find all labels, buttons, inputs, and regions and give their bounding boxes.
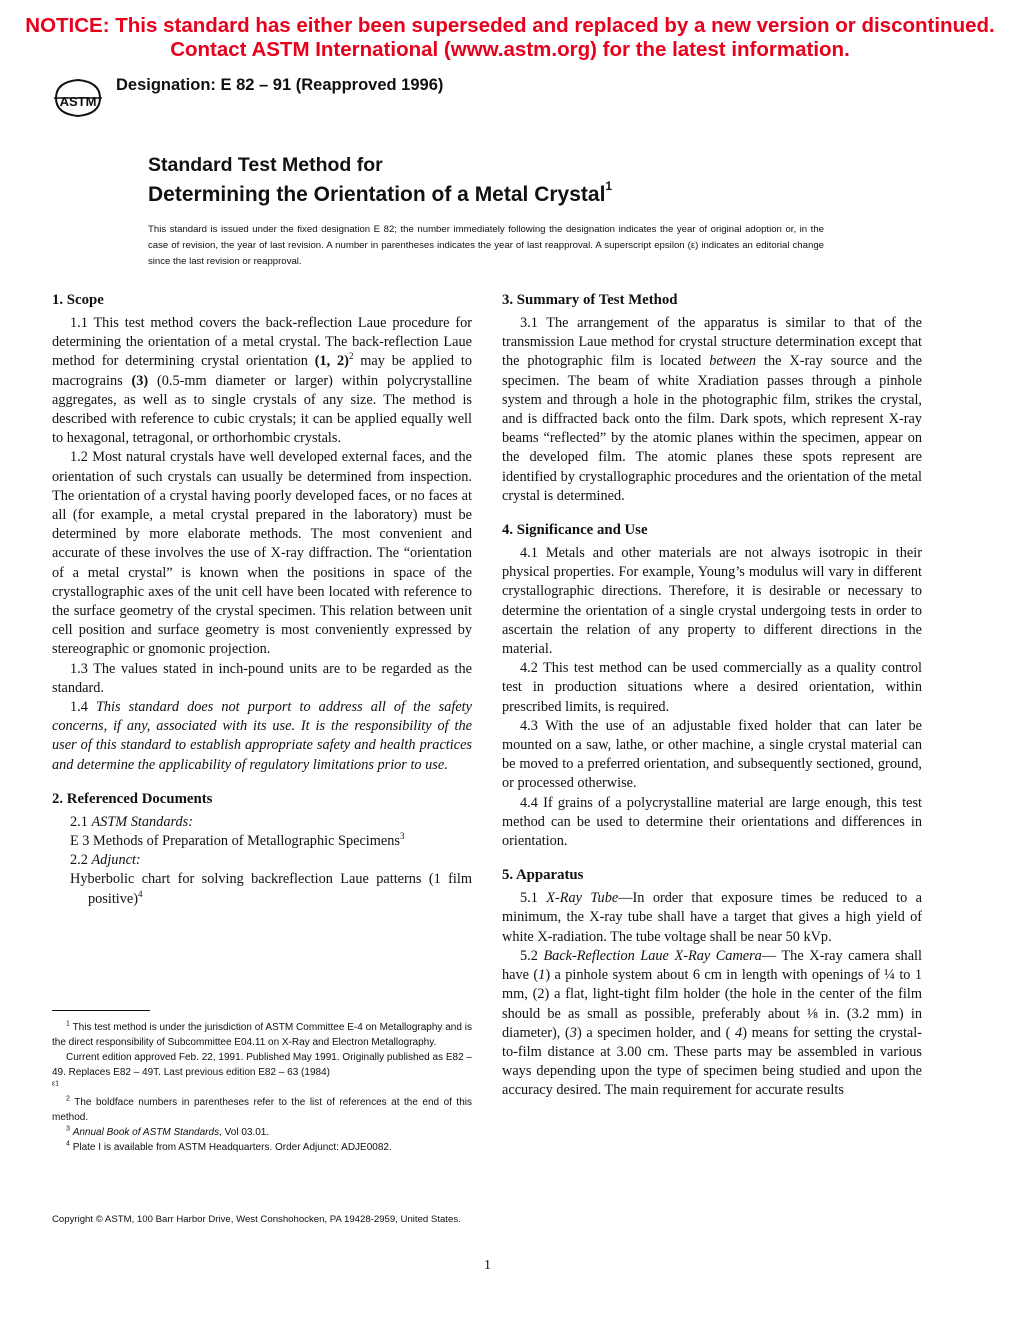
p5-1-num: 5.1 bbox=[520, 890, 547, 907]
p5-2-num: 5.2 bbox=[520, 947, 544, 964]
ref-e3-text: E 3 Methods of Preparation of Metallographic Specimens bbox=[70, 833, 400, 850]
notice-line-2: Contact ASTM International (www.astm.org) for the latest information. bbox=[170, 38, 850, 61]
epsilon-marker: ε1 bbox=[52, 1080, 60, 1088]
p5-2-text-d: ) means for setting the crystal-to-film distance at 3.00 cm. These parts may be assembled in various ways depending upon the type of specimen being studied and upon the accuracy desired. The main requirement for accurate results bbox=[502, 1024, 922, 1099]
ref-e3 bbox=[52, 832, 472, 851]
footnote-divider bbox=[52, 1010, 150, 1011]
document-title bbox=[148, 154, 612, 207]
ref-chart-footnote: 4 bbox=[138, 888, 143, 899]
p1-1-ref-b: (3) bbox=[131, 372, 149, 389]
right-column bbox=[502, 290, 922, 1101]
ref-2-1-text: ASTM Standards: bbox=[91, 813, 193, 830]
page-number: 1 bbox=[484, 1258, 491, 1273]
paragraph-4-1: 4.1 Metals and other materials are not always isotropic in their physical properties. For example, Young’s modulus will vary in different crystallographic directions. Therefore, it is desirable or necessary to determine the orientation of a single crystal undergoing tests in order to ascertain the relation of any property to different directions in the material. bbox=[502, 545, 922, 658]
p5-1-text: —In order that exposure times be reduced to a minimum, the X-ray tube shall have a target that gives a high yield of white X-radiation. The tube voltage shall be near 50 kVp. bbox=[502, 890, 922, 945]
p5-2-text-b: ) a pinhole system about 6 cm in length with openings of ¼ to 1 mm, (2) a flat, light-tight film holder (the hole in the center of the film should be as small as possible, preferably about ⅛ in. (3.2 mm) in diameter), ( bbox=[502, 967, 923, 1041]
title-footnote-marker: 1 bbox=[605, 179, 613, 193]
ref-hyperbolic-chart bbox=[52, 870, 472, 908]
p3-1-em: between bbox=[709, 353, 757, 370]
p5-2-item-1: 1 bbox=[538, 967, 546, 984]
footnote-1 bbox=[52, 1020, 472, 1050]
footnote-1-epsilon bbox=[52, 1080, 472, 1095]
p1-1-ref-a: (1, 2) bbox=[314, 353, 349, 370]
p1-1-footnote: 2 bbox=[348, 351, 354, 362]
ref-2-1-num: 2.1 bbox=[70, 813, 92, 830]
ref-e3-footnote: 3 bbox=[399, 831, 405, 842]
title-line-2 bbox=[148, 177, 612, 207]
paragraph-1-2: 1.2 Most natural crystals have well developed external faces, and the orientation of such crystals can usually be determined from inspection. The orientation of a crystal having poorly developed faces, or no faces at all (for example, a metal crystal prepared in the laboratory) must be determined by more elaborate methods. The most convenient and accurate of these involves the use of X-ray diffraction. The “orientation of a metal crystal” is known when the positions in space of the crystallographic axes of the unit cell have been located with reference to the surface geometry of the crystal specimen. This relation between unit cell position and surface geometry is most conveniently expressed by stereographic or gnomonic projection. bbox=[52, 449, 472, 658]
paragraph-4-3: 4.3 With the use of an adjustable fixed holder that can later be mounted on a saw, lathe, or other machine, a single crystal material can be moved to a preferred orientation, and subsequently sectioned, ground, or processed otherwise. bbox=[502, 717, 922, 792]
p5-2-item-3: 3 bbox=[569, 1024, 577, 1041]
astm-logo-icon bbox=[52, 76, 104, 120]
paragraph-1-4 bbox=[52, 698, 472, 775]
significance-heading: 4. Significance and Use bbox=[502, 522, 648, 539]
title-main: Determining the Orientation of a Metal Crystal bbox=[148, 183, 606, 206]
footnotes bbox=[52, 1020, 472, 1155]
logo-text: ASTM bbox=[59, 94, 97, 109]
paragraph-5-1 bbox=[502, 889, 922, 947]
notice-line-1: NOTICE: This standard has either been superseded and replaced by a new version or discontinued. bbox=[25, 14, 995, 37]
footnote-1-marker: 1 bbox=[66, 1020, 70, 1028]
designation: Designation: E 82 – 91 (Reapproved 1996) bbox=[116, 76, 444, 94]
superseded-notice bbox=[0, 14, 1020, 62]
p1-4-num: 1.4 bbox=[70, 699, 96, 716]
p1-1-text-a: 1.1 This test method covers the back-reflection Laue procedure for determining the orientation of a metal crystal. The back-reflection Laue method for determining crystal orientation bbox=[52, 315, 472, 370]
copyright-line: Copyright © ASTM, 100 Barr Harbor Drive, West Conshohocken, PA 19428-2959, United States. bbox=[52, 1214, 461, 1225]
paragraph-3-1 bbox=[502, 314, 922, 506]
p1-1-text-c: (0.5-mm diameter or larger) within polycrystalline aggregates, as well as to single crystals of any size. The method is described with reference to cubic crystals; it can be applied equally well to hexagonal, tetragonal, or orthorhombic crystals. bbox=[52, 372, 472, 447]
paragraph-1-1 bbox=[52, 314, 472, 448]
paragraph-4-2: 4.2 This test method can be used commercially as a quality control test in production situations where a desired orientation, within prescribed limits, is required. bbox=[502, 660, 922, 715]
title-line-1: Standard Test Method for bbox=[148, 154, 383, 176]
summary-heading: 3. Summary of Test Method bbox=[502, 292, 678, 308]
left-column bbox=[52, 290, 472, 909]
footnote-1-text: This test method is under the jurisdiction of ASTM Committee E-4 on Metallography and is the direct responsibility of Subcommittee E04.11 on X-Ray and Electron Metallography. bbox=[52, 1022, 472, 1048]
paragraph-5-2 bbox=[502, 947, 922, 1101]
referenced-documents-heading: 2. Referenced Documents bbox=[52, 790, 213, 807]
p5-2-item-4: 4 bbox=[735, 1024, 743, 1041]
ref-2-1 bbox=[52, 813, 472, 832]
p5-2-text-a: — The X-ray camera shall have ( bbox=[502, 947, 922, 984]
p1-1-text-b: may be applied to macrograins bbox=[52, 353, 473, 389]
footnote-2 bbox=[52, 1095, 472, 1125]
paragraph-1-3: 1.3 The values stated in inch-pound units are to be regarded as the standard. bbox=[52, 660, 472, 696]
p1-4-text: This standard does not purport to address all of the safety concerns, if any, associated with its use. It is the responsibility of the user of this standard to establish appropriate safety and health practices and determine the applicability of regulatory limitations prior to use. bbox=[52, 699, 472, 773]
ref-2-2 bbox=[52, 851, 472, 870]
p3-1-text-a: 3.1 The arrangement of the apparatus is similar to that of the transmission Laue method for crystal structure determination except that the photographic film is located bbox=[502, 315, 922, 370]
scope-heading: 1. Scope bbox=[52, 292, 104, 308]
apparatus-heading: 5. Apparatus bbox=[502, 867, 584, 884]
footnote-2-text: The boldface numbers in parentheses refer to the list of references at the end of this method. bbox=[52, 1097, 472, 1123]
footnote-3 bbox=[52, 1125, 472, 1140]
ref-chart-text: Hyberbolic chart for solving backreflection Laue patterns (1 film positive) bbox=[70, 871, 472, 907]
standard-issue-note: This standard is issued under the fixed designation E 82; the number immediately following the designation indicates the year of original adoption or, in the case of revision, the year of last revision. A number in parentheses indicates the year of last reapproval. A superscript epsilon (ε) indicates an editorial change since the last revision or reapproval. bbox=[148, 224, 824, 267]
footnote-3-marker: 3 bbox=[66, 1125, 70, 1133]
footnote-1-edition: Current edition approved Feb. 22, 1991. Published May 1991. Originally published as E82 – 49. Replaces E82 – 49T. Last previous edition E82 – 63 (1984) bbox=[52, 1052, 472, 1078]
p5-2-em: Back-Reflection Laue X-Ray Camera bbox=[543, 947, 762, 964]
ref-2-2-num: 2.2 bbox=[70, 852, 92, 869]
footnote-4-marker: 4 bbox=[66, 1140, 70, 1148]
footnote-3-em: Annual Book of ASTM Standards bbox=[72, 1127, 220, 1138]
p3-1-text-b: the X-ray source and the specimen. The beam of white Xradiation passes through a pinhole system and through a hole in the photographic film, strikes the crystal, and is diffracted back onto the film. Dark spots, which represent X-ray beams “reflected” by the atomic planes within the specimen, appear on the developed film. The atomic planes these spots represent are identified by crystallographic procedures and the orientation of the metal crystal is determined. bbox=[502, 353, 922, 504]
paragraph-4-4: 4.4 If grains of a polycrystalline material are large enough, this test method can be used to determine their orientations and differences in orientation. bbox=[502, 794, 922, 850]
footnote-4-text: Plate I is available from ASTM Headquarters. Order Adjunct: ADJE0082. bbox=[72, 1142, 392, 1153]
footnote-4 bbox=[52, 1140, 472, 1155]
ref-2-2-text: Adjunct: bbox=[91, 852, 141, 869]
p5-1-em: X-Ray Tube bbox=[546, 890, 619, 907]
p5-2-text-c: ) a specimen holder, and ( bbox=[576, 1024, 736, 1041]
footnote-2-marker: 2 bbox=[66, 1095, 70, 1103]
footnote-3-text: , Vol 03.01. bbox=[219, 1127, 270, 1138]
